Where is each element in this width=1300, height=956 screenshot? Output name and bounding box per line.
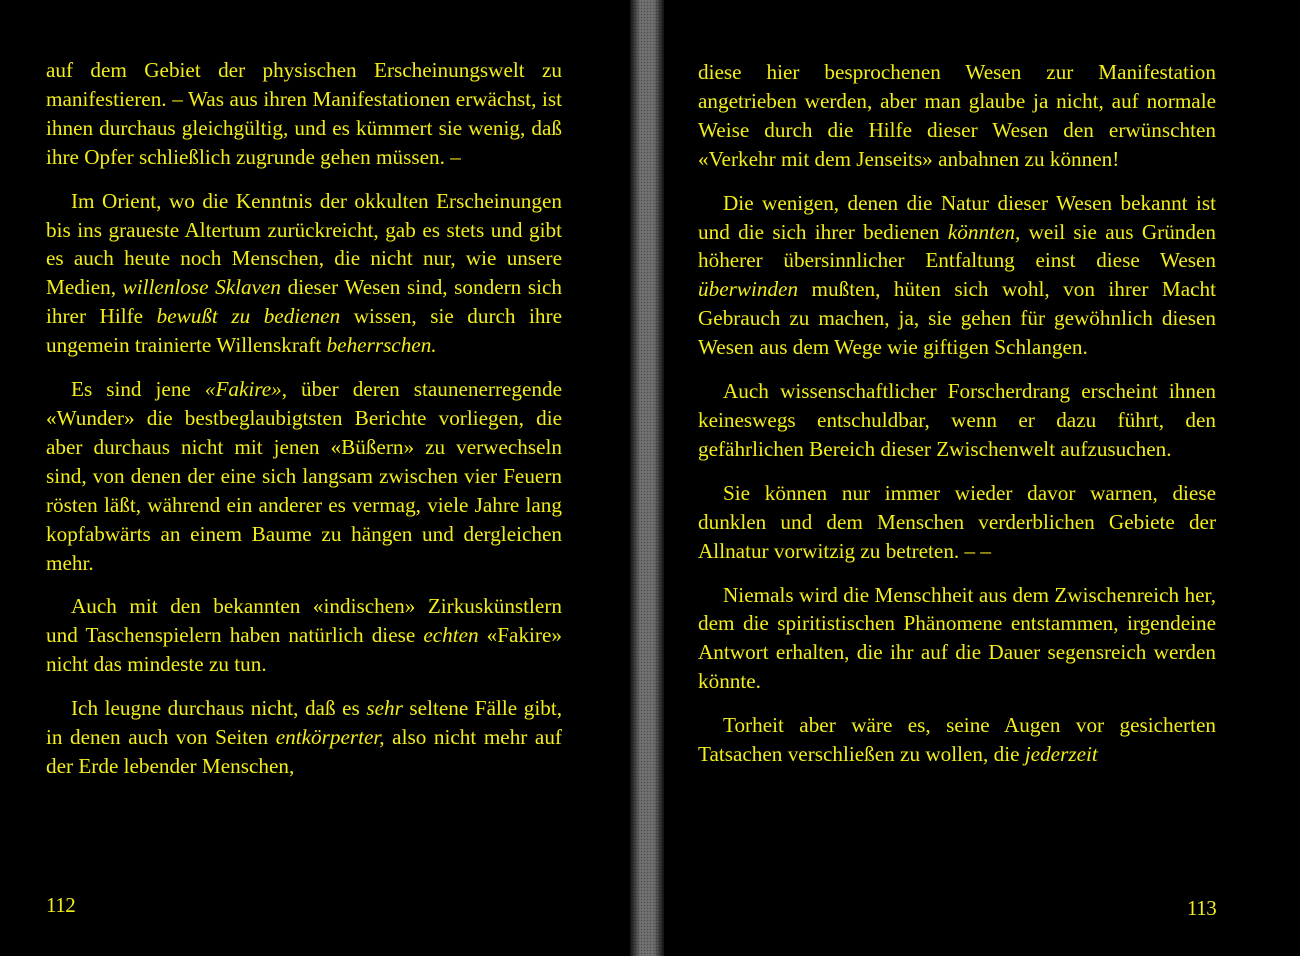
text-run: weil sie aus Gründen höherer übersinnlicher Entfaltung einst diese Wesen bbox=[698, 219, 1216, 273]
text-run: Auch wissenschaftlicher Forscherdrang erscheint ihnen keineswegs entschuldbar, wenn er dazu führt, den gefährlichen Bereich dieser Zwischenwelt aufzusuchen. bbox=[698, 379, 1216, 461]
text-run: Niemals wird die Menschheit aus dem Zwischenreich her, dem die spiritistischen Phänomene entstammen, irgendeine Antwort erhalten, die ihr auf die Dauer segensreich werden könnte. bbox=[698, 582, 1216, 694]
left-paragraph-4 bbox=[46, 592, 562, 679]
right-page-body bbox=[698, 58, 1216, 769]
italic-run: echten bbox=[423, 623, 479, 648]
italic-run: sehr bbox=[366, 696, 403, 721]
text-run: Ich leugne durchaus nicht, daß es bbox=[71, 696, 367, 721]
text-run: , über deren staunenerregende «Wunder» die bestbeglaubigtsten Berichte vorliegen, die aber durchaus nicht mit jenen «Büßern» zu verwechseln sind, von denen der eine sich langsam zwischen vier Feuern rösten läßt, während ein anderer es vermag, viele Jahre lang kopfabwärts an einem Baume zu hängen und dergleichen mehr. bbox=[46, 377, 562, 575]
left-page-body bbox=[46, 56, 562, 781]
book-gutter bbox=[630, 0, 664, 956]
text-run: Die wenigen, denen die Natur dieser Wesen bekannt ist und die sich ihrer bedienen bbox=[698, 190, 1216, 244]
text-run: also nicht mehr auf der Erde lebender Menschen, bbox=[46, 725, 562, 778]
italic-run: willenlose Sklaven bbox=[122, 275, 282, 300]
text-run: Sie können nur immer wieder davor warnen, diese dunklen und dem Menschen verderblichen Gebiete der Allnatur vorwitzig zu betreten. – – bbox=[698, 480, 1216, 563]
italic-run: überwinden bbox=[698, 277, 799, 302]
text-run: seltene Fälle gibt, in denen auch von Seiten bbox=[46, 696, 562, 750]
left-page bbox=[0, 0, 630, 956]
left-paragraph-1 bbox=[46, 56, 562, 172]
text-run: mußten, hüten sich wohl, von ihrer Macht Gebrauch zu machen, ja, sie gehen für gewöhnlich diesen Wesen aus dem Wege wie giftigen Schlangen. bbox=[698, 277, 1216, 360]
page-number-left: 112 bbox=[46, 893, 76, 917]
right-paragraph-6 bbox=[698, 711, 1216, 769]
italic-run: jederzeit bbox=[1024, 742, 1098, 767]
right-paragraph-4 bbox=[698, 479, 1216, 566]
italic-run: «Fakire» bbox=[204, 377, 282, 402]
text-run: Es sind jene bbox=[71, 377, 205, 402]
right-page bbox=[664, 0, 1300, 956]
text-run: Torheit aber wäre es, seine Augen vor gesicherten Tatsachen verschließen zu wollen, die bbox=[698, 713, 1216, 767]
text-run: Im Orient, wo die Kenntnis der okkulten Erscheinungen bis ins graueste Altertum zurückreicht, gab es stets und gibt es auch heute noch Menschen, die nicht nur, wie unsere Medien, bbox=[46, 188, 562, 300]
left-paragraph-3 bbox=[46, 375, 562, 577]
right-paragraph-1 bbox=[698, 58, 1216, 174]
text-run: diese hier besprochenen Wesen zur Manifestation angetrieben werden, aber man glaube ja nicht, auf normale Weise durch die Hilfe dieser Wesen den erwünschten «Verkehr mit dem Jenseits» anbahnen zu können! bbox=[698, 60, 1216, 171]
italic-run: entkörperter, bbox=[275, 725, 385, 750]
page-number-right: 113 bbox=[1187, 896, 1217, 920]
right-paragraph-2 bbox=[698, 189, 1216, 362]
left-paragraph-2 bbox=[46, 187, 562, 360]
italic-run: könnten, bbox=[947, 219, 1021, 244]
right-paragraph-3 bbox=[698, 377, 1216, 464]
text-run: «Fakire» nicht das mindeste zu tun. bbox=[46, 623, 562, 677]
italic-run: bewußt zu bedienen bbox=[156, 304, 341, 329]
text-run: Auch mit den bekannten «indischen» Zirkuskünstlern und Taschenspielern haben natürlich diese bbox=[46, 594, 562, 648]
text-run: dieser Wesen sind, sondern sich ihrer Hilfe bbox=[46, 275, 562, 329]
italic-run: beherrschen. bbox=[326, 333, 437, 358]
text-run: auf dem Gebiet der physischen Erscheinungswelt zu manifestieren. – Was aus ihren Manifestationen erwächst, ist ihnen durchaus gleichgültig, und es kümmert sie wenig, daß ihre Opfer schließlich zugrunde gehen müssen. – bbox=[46, 58, 562, 169]
text-run: wissen, sie durch ihre ungemein trainierte Willenskraft bbox=[46, 304, 562, 358]
left-paragraph-5 bbox=[46, 694, 562, 781]
right-paragraph-5 bbox=[698, 581, 1216, 697]
